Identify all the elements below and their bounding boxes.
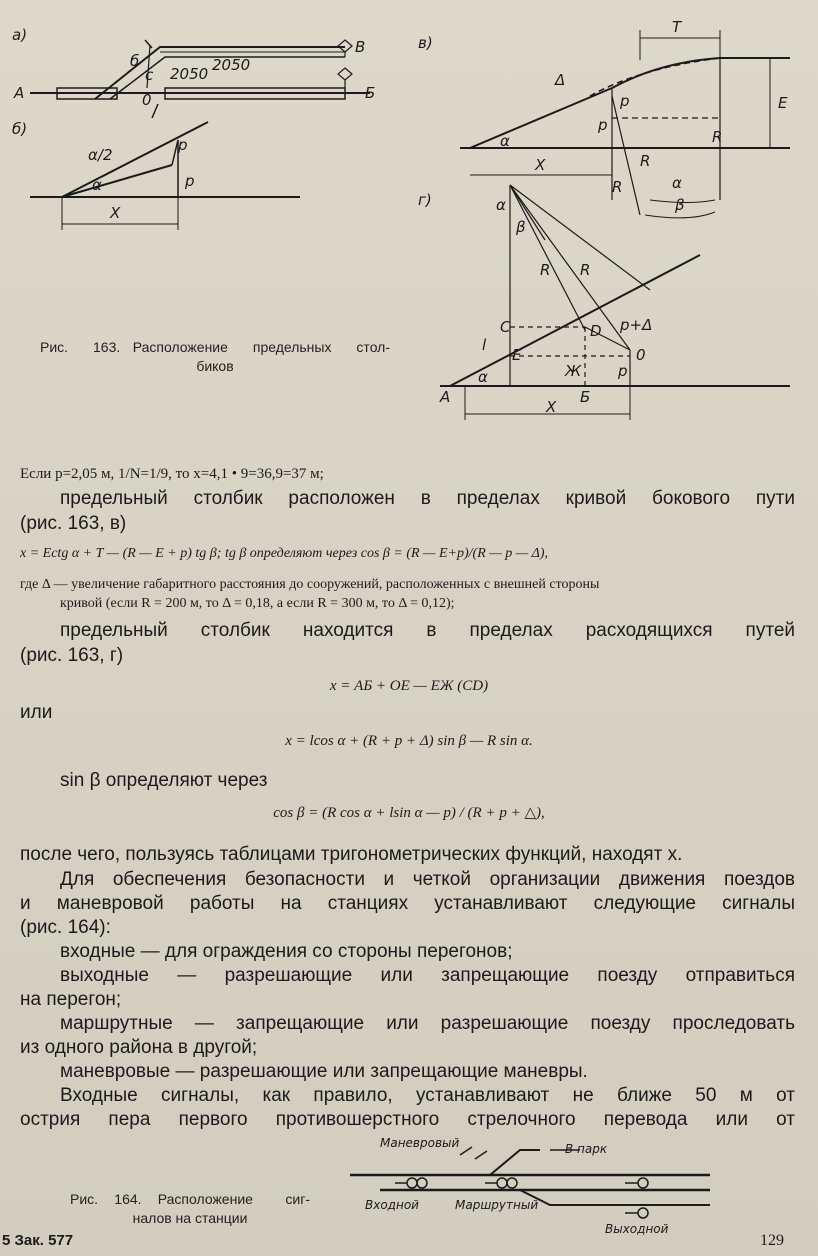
text-line: предельный столбик расположен в пределах кривой бокового пути <box>60 488 795 509</box>
panel-label-g: г) <box>418 191 432 209</box>
svg-text:β: β <box>675 196 685 214</box>
svg-text:В: В <box>355 38 366 56</box>
svg-text:Ж: Ж <box>565 362 582 380</box>
footer-signature: 5 Зак. 577 <box>2 1232 74 1249</box>
svg-text:R: R <box>540 261 551 279</box>
svg-text:2050: 2050 <box>170 65 209 83</box>
text-line: кривой (если R = 200 м, то Δ = 0,18, а если R = 300 м, то Δ = 0,12); <box>60 596 455 611</box>
text-line: sin β определяют через <box>60 770 268 791</box>
text-line: после чего, пользуясь таблицами тригонометрических функций, находят x. <box>20 844 683 865</box>
label-exit: Выходной <box>605 1222 669 1235</box>
caption-line: биков <box>196 358 234 374</box>
formula: x = АБ + ОЕ — ЕЖ (CD) <box>329 678 489 694</box>
text-line: на перегон; <box>20 989 122 1010</box>
figure-164-caption <box>70 1190 310 1228</box>
svg-text:α/2: α/2 <box>88 146 113 164</box>
svg-text:Б: Б <box>580 388 591 406</box>
label-to-park: В парк <box>565 1142 608 1156</box>
svg-text:А: А <box>440 388 451 406</box>
svg-text:R: R <box>640 152 651 170</box>
text-line: (рис. 163, г) <box>20 645 124 666</box>
svg-text:α: α <box>92 176 102 194</box>
svg-text:р: р <box>618 362 628 380</box>
svg-text:R: R <box>580 261 591 279</box>
svg-text:E: E <box>512 346 522 364</box>
svg-text:Х: Х <box>546 398 557 416</box>
svg-text:Т: Т <box>672 18 682 36</box>
svg-text:р: р <box>178 136 188 154</box>
text-line: предельный столбик находится в пределах расходящихся путей <box>60 620 795 641</box>
caption-line: Рис. 163. Расположение предельных стол- <box>40 339 390 355</box>
figure-163-caption <box>40 338 390 376</box>
svg-text:0: 0 <box>142 91 152 109</box>
svg-text:2050: 2050 <box>212 56 251 74</box>
caption-line: налов на станции <box>132 1210 248 1226</box>
label-route: Маршрутный <box>455 1198 539 1212</box>
text-line: Если p=2,05 м, 1/N=1/9, то x=4,1 • 9=36,9=37 м; <box>20 466 324 482</box>
svg-text:R: R <box>712 128 723 146</box>
formula: x = Ectg α + T — (R — E + p) tg β; tg β определяют через cos β = (R — E+p)/(R — p — Δ), <box>20 546 549 561</box>
page-number: 129 <box>760 1232 784 1249</box>
svg-text:l: l <box>482 336 487 354</box>
text-line: острия пера первого противошерстного стрелочного перевода или от <box>20 1109 795 1130</box>
svg-text:α: α <box>496 196 506 214</box>
svg-text:Х: Х <box>535 156 546 174</box>
svg-text:А: А <box>14 84 25 102</box>
svg-text:α: α <box>672 174 682 192</box>
panel-label-v: в) <box>418 34 433 52</box>
svg-text:β: β <box>516 218 526 236</box>
formula: cos β = (R cos α + lsin α — p) / (R + p + △), <box>273 805 545 821</box>
text-line: маневровые — разрешающие или запрещающие маневры. <box>60 1061 588 1082</box>
text-line: (рис. 164): <box>20 917 111 938</box>
svg-text:р+Δ: р+Δ <box>620 316 653 334</box>
svg-text:р: р <box>620 92 630 110</box>
svg-text:E: E <box>778 94 788 112</box>
text-line: или <box>20 702 53 723</box>
text-line: входные — для ограждения со стороны перегонов; <box>60 941 513 962</box>
caption-line: Рис. 164. Расположение сиг- <box>70 1191 310 1207</box>
svg-text:C: C <box>500 318 511 336</box>
label-entry: Входной <box>365 1198 419 1212</box>
panel-label-b: б) <box>12 120 28 138</box>
svg-text:р: р <box>185 172 195 190</box>
svg-text:R: R <box>612 178 623 196</box>
svg-text:α: α <box>500 132 510 150</box>
svg-text:б: б <box>130 52 140 70</box>
text-line: Для обеспечения безопасности и четкой организации движения поездов <box>60 869 795 890</box>
svg-text:Δ: Δ <box>555 71 566 89</box>
text-line: (рис. 163, в) <box>20 513 127 534</box>
svg-text:D: D <box>590 322 602 340</box>
svg-text:Х: Х <box>110 204 121 222</box>
figure-164 <box>340 1135 720 1235</box>
svg-text:0: 0 <box>636 346 646 364</box>
svg-text:с: с <box>145 66 154 84</box>
label-shunting: Маневровый <box>380 1136 460 1150</box>
svg-text:Б: Б <box>365 84 376 102</box>
text-line: где Δ — увеличение габаритного расстояния до сооружений, расположенных с внешней стороны <box>20 577 600 592</box>
svg-text:р: р <box>598 116 608 134</box>
text-line: Входные сигналы, как правило, устанавливают не ближе 50 м от <box>60 1085 795 1106</box>
text-line: маршрутные — запрещающие или разрешающие поезду проследовать <box>60 1013 795 1034</box>
text-line: из одного района в другой; <box>20 1037 258 1058</box>
text-line: выходные — разрешающие или запрещающие поезду отправиться <box>60 965 795 986</box>
text-line: и маневровой работы на станциях устанавливают следующие сигналы <box>20 893 795 914</box>
panel-label-a: а) <box>12 26 28 44</box>
svg-text:α: α <box>478 368 488 386</box>
formula: x = lcos α + (R + p + Δ) sin β — R sin α. <box>285 733 533 749</box>
